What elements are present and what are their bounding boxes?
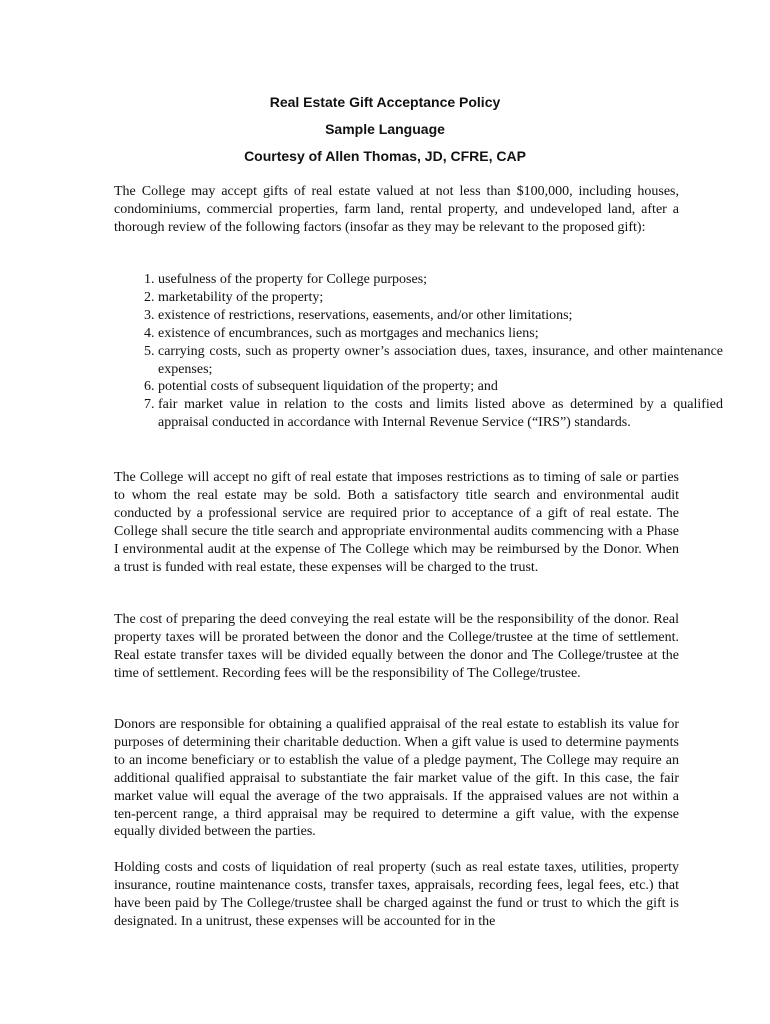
list-item: 4. existence of encumbrances, such as mortgages and mechanics liens; <box>158 325 723 343</box>
list-item: 1. usefulness of the property for College purposes; <box>158 271 723 289</box>
factors-list <box>114 271 723 432</box>
document-subtitle: Sample Language <box>325 121 445 137</box>
document-title: Real Estate Gift Acceptance Policy <box>269 94 501 110</box>
holding-costs-paragraph: Holding costs and costs of liquidation of real property (such as real estate taxes, utilities, property insurance, routine maintenance costs, transfer taxes, appraisals, recording fees, legal fees, etc.) that have been paid by The College/trustee shall be charged against the fund or trust to which the gift is designated. In a unitrust, these expenses will be accounted for in the <box>114 860 679 929</box>
restrictions-paragraph: The College will accept no gift of real estate that imposes restrictions as to timing of sale or parties to whom the real estate may be sold. Both a satisfactory title search and environmental audit conducted by a professional service are required prior to acceptance of a gift of real estate. The College shall secure the title search and appropriate environmental audits commencing with a Phase I environmental audit at the expense of The College which may be reimbursed by the Donor. When a trust is funded with real estate, these expenses will be charged to the trust. <box>114 470 679 575</box>
list-item: 2. marketability of the property; <box>158 289 723 307</box>
intro-paragraph: The College may accept gifts of real estate valued at not less than $100,000, including houses, condominiums, commercial properties, farm land, rental property, and undeveloped land, after a thorough review of the following factors (insofar as they may be relevant to the proposed gift): <box>114 184 679 235</box>
list-item: 3. existence of restrictions, reservations, easements, and/or other limitations; <box>158 307 723 325</box>
list-item: 6. potential costs of subsequent liquidation of the property; and <box>158 378 723 396</box>
document-courtesy: Courtesy of Allen Thomas, JD, CFRE, CAP <box>244 148 526 164</box>
costs-paragraph: The cost of preparing the deed conveying the real estate will be the responsibility of the donor. Real property taxes will be prorated between the donor and the College/trustee at the time of settlement. Real estate transfer taxes will be divided equally between the donor and The College/trustee at the time of settlement. Recording fees will be the responsibility of The College/trustee. <box>114 612 679 681</box>
appraisal-paragraph: Donors are responsible for obtaining a qualified appraisal of the real estate to establish its value for purposes of determining their charitable deduction. When a gift value is used to determine payments to an income beneficiary or to establish the value of a pledge payment, The College may require an additional qualified appraisal to substantiate the fair market value of the gift. In this case, the fair market value will equal the average of the two appraisals. If the appraised values are not within a ten-percent range, a third appraisal may be required to determine a gift value, with the expense equally divided between the parties. <box>114 717 679 840</box>
list-item: 5. carrying costs, such as property owner’s association dues, taxes, insurance, and other maintenance expenses; <box>158 343 723 379</box>
list-item: 7. fair market value in relation to the costs and limits listed above as determined by a qualified appraisal conducted in accordance with Internal Revenue Service (“IRS”) standards. <box>158 396 723 432</box>
